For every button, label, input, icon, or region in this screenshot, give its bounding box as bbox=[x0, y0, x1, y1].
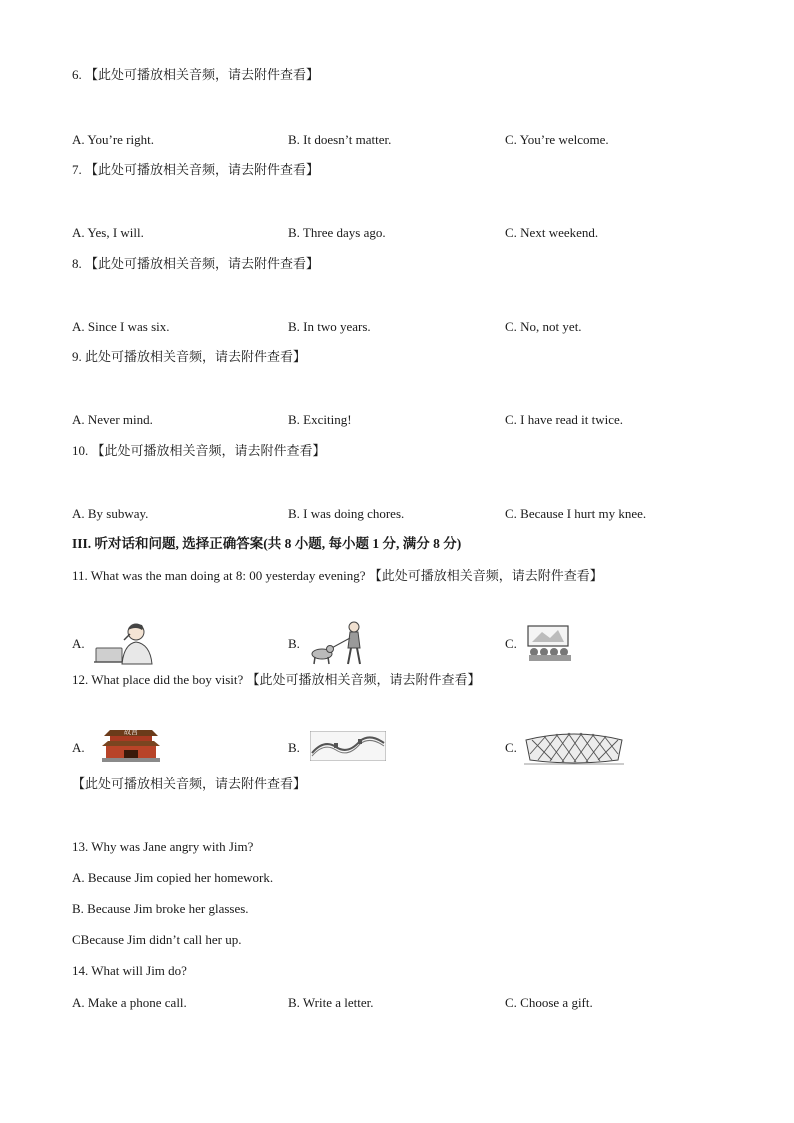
question-11 bbox=[72, 567, 603, 586]
audio-placeholder: 【此处可播放相关音频，请去附件查看】 bbox=[72, 777, 307, 792]
option-b-label: B. bbox=[288, 636, 300, 651]
question-8 bbox=[72, 255, 319, 274]
option-b: B. I was doing chores. bbox=[288, 506, 405, 521]
question-number: 8. bbox=[72, 256, 82, 271]
question-number: 7. bbox=[72, 162, 82, 177]
option-a: A. Since I was six. bbox=[72, 319, 170, 334]
question-13: 13. Why was Jane angry with Jim? bbox=[72, 839, 254, 854]
section-heading: III. 听对话和问题, 选择正确答案(共 8 小题, 每小题 1 分, 满分 8 分) bbox=[72, 536, 462, 551]
audio-placeholder: 【此处可播放相关音频，请去附件查看】 bbox=[85, 68, 320, 83]
option-a-label: A. bbox=[72, 740, 85, 755]
question-number: 10. bbox=[72, 443, 89, 458]
audio-placeholder: 【此处可播放相关音频，请去附件查看】 bbox=[91, 444, 326, 459]
option-b: B. Write a letter. bbox=[288, 995, 374, 1010]
great-wall-icon bbox=[310, 731, 386, 761]
question-12 bbox=[72, 671, 481, 690]
option-b: B. In two years. bbox=[288, 319, 371, 334]
option-c: C. No, not yet. bbox=[505, 319, 582, 334]
option-c-label: C. bbox=[505, 740, 517, 755]
option-b: B. It doesn’t matter. bbox=[288, 132, 392, 147]
question-number: 6. bbox=[72, 67, 82, 82]
question-7 bbox=[72, 161, 319, 180]
question-6 bbox=[72, 66, 319, 85]
question-text: 12. What place did the boy visit? bbox=[72, 672, 244, 687]
audio-placeholder: 【此处可播放相关音频，请去附件查看】 bbox=[246, 673, 481, 688]
option-b: B. Exciting! bbox=[288, 412, 352, 427]
option-c: CBecause Jim didn’t call her up. bbox=[72, 932, 242, 947]
option-a-label: A. bbox=[72, 636, 85, 651]
option-a: A. Make a phone call. bbox=[72, 995, 187, 1010]
audio-placeholder: 【此处可播放相关音频，请去附件查看】 bbox=[85, 163, 320, 178]
forbidden-city-icon bbox=[100, 726, 162, 764]
birds-nest-stadium-icon bbox=[522, 726, 626, 766]
option-c: C. Choose a gift. bbox=[505, 995, 593, 1010]
option-c-label: C. bbox=[505, 636, 517, 651]
option-b: B. Three days ago. bbox=[288, 225, 386, 240]
people-watching-movie-icon bbox=[524, 624, 576, 662]
audio-placeholder: 【此处可播放相关音频，请去附件查看】 bbox=[85, 257, 320, 272]
question-9 bbox=[72, 348, 306, 367]
audio-placeholder: 【此处可播放相关音频，请去附件查看】 bbox=[368, 569, 603, 584]
option-c: C. I have read it twice. bbox=[505, 412, 624, 427]
question-text: 11. What was the man doing at 8: 00 yesterday evening? bbox=[72, 568, 366, 583]
audio-placeholder: 此处可播放相关音频，请去附件查看】 bbox=[85, 350, 307, 365]
option-a: A. Yes, I will. bbox=[72, 225, 144, 240]
option-c: C. You’re welcome. bbox=[505, 132, 609, 147]
forbidden-city-sign-text: 故宫 bbox=[124, 728, 138, 736]
option-a: A. You’re right. bbox=[72, 132, 154, 147]
option-c: C. Because I hurt my knee. bbox=[505, 506, 647, 521]
question-14: 14. What will Jim do? bbox=[72, 963, 187, 978]
option-b-label: B. bbox=[288, 740, 300, 755]
question-10 bbox=[72, 442, 326, 461]
question-number: 9. bbox=[72, 349, 82, 364]
option-a: A. Never mind. bbox=[72, 412, 153, 427]
man-on-laptop-icon bbox=[92, 620, 156, 666]
option-a: A. Because Jim copied her homework. bbox=[72, 870, 274, 885]
option-a: A. By subway. bbox=[72, 506, 149, 521]
option-c: C. Next weekend. bbox=[505, 225, 599, 240]
man-walking-dog-icon bbox=[306, 620, 368, 666]
option-b: B. Because Jim broke her glasses. bbox=[72, 901, 249, 916]
